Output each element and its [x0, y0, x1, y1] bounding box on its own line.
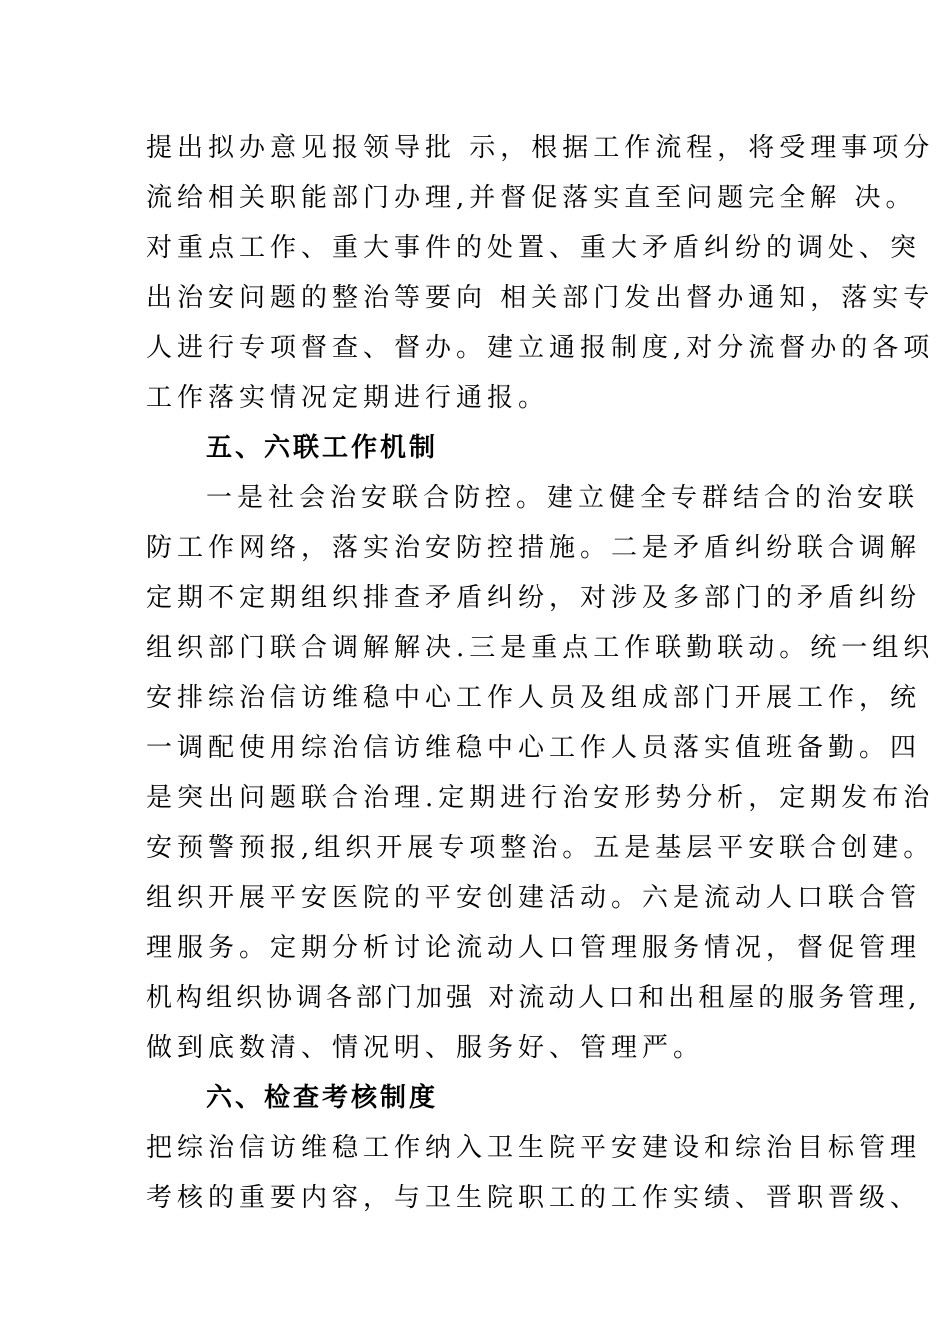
text-line: 组织部门联合调解解决.三是重点工作联勤联动。统一组织 — [146, 633, 935, 663]
text-line: 做到底数清、情况明、服务好、管理严。 — [146, 1033, 705, 1063]
text-line: 是突出问题联合治理.定期进行治安形势分析，定期发布治 — [146, 783, 935, 813]
section-heading: 六、检查考核制度 — [206, 1083, 439, 1113]
text-line: 工作落实情况定期进行通报。 — [146, 383, 550, 413]
text-line: 机构组织协调各部门加强 对流动人口和出租屋的服务管理, — [146, 983, 921, 1013]
text-line: 出治安问题的整治等要向 相关部门发出督办通知，落实专 — [146, 283, 935, 313]
section-heading: 五、六联工作机制 — [206, 433, 439, 463]
text-line: 定期不定期组织排查矛盾纠纷，对涉及多部门的矛盾纠纷 — [146, 583, 922, 613]
text-line: 组织开展平安医院的平安创建活动。六是流动人口联合管 — [146, 883, 922, 913]
text-line: 流给相关职能部门办理,并督促落实直至问题完全解 决。 — [146, 183, 917, 213]
text-line: 考核的重要内容，与卫生院职工的工作实绩、晋职晋级、 — [146, 1183, 922, 1213]
text-line: 提出拟办意见报领导批 示，根据工作流程，将受理事项分 — [146, 133, 935, 163]
text-line: 安预警预报,组织开展专项整治。五是基层平安联合创建。 — [146, 833, 935, 863]
text-line: 理服务。定期分析讨论流动人口管理服务情况，督促管理 — [146, 933, 922, 963]
text-line: 一调配使用综治信访维稳中心工作人员落实值班备勤。四 — [146, 733, 922, 763]
text-line: 安排综治信访维稳中心工作人员及组成部门开展工作，统 — [146, 683, 922, 713]
text-line: 对重点工作、重大事件的处置、重大矛盾纠纷的调处、突 — [146, 233, 922, 263]
text-line: 人进行专项督查、督办。建立通报制度,对分流督办的各项 — [146, 333, 935, 363]
text-line: 防工作网络，落实治安防控措施。二是矛盾纠纷联合调解 — [146, 533, 922, 563]
text-line: 把综治信访维稳工作纳入卫生院平安建设和综治目标管理 — [146, 1133, 922, 1163]
text-line: 一是社会治安联合防控。建立健全专群结合的治安联 — [206, 483, 920, 513]
